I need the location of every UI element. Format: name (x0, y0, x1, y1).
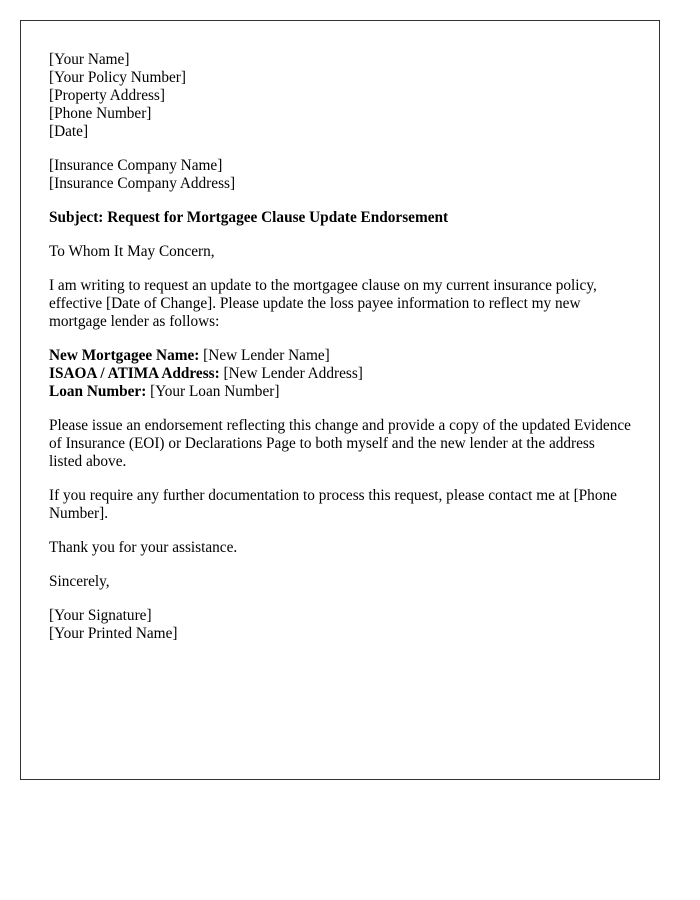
detail-value: [Your Loan Number] (146, 383, 280, 400)
valediction: Sincerely, (49, 573, 110, 590)
recipient-company-name: [Insurance Company Name] (49, 157, 223, 174)
request-paragraph: Please issue an endorsement reflecting this change and provide a copy of the updated Evidence of Insurance (EOI) or Declarations Page to both myself and the new lender at the address listed above. (49, 417, 631, 470)
thanks-paragraph: Thank you for your assistance. (49, 539, 238, 556)
detail-value: [New Lender Name] (199, 347, 330, 364)
letter-page (20, 20, 660, 780)
detail-label: Loan Number: (49, 383, 147, 400)
printed-name-line: [Your Printed Name] (49, 625, 178, 642)
contact-paragraph: If you require any further documentation to process this request, please contact me at [Phone Number]. (49, 487, 617, 522)
sender-name: [Your Name] (49, 51, 130, 68)
detail-loan-number (49, 383, 631, 401)
sender-phone: [Phone Number] (49, 105, 152, 122)
subject-line: Subject: Request for Mortgagee Clause Update Endorsement (49, 209, 449, 226)
detail-mortgagee-name (49, 347, 631, 365)
recipient-block (49, 157, 631, 193)
intro-paragraph: I am writing to request an update to the mortgagee clause on my current insurance policy, effective [Date of Change]. Please update the loss payee information to reflect my new mortgage lender as follows: (49, 277, 597, 330)
sender-property-address: [Property Address] (49, 87, 165, 104)
detail-label: ISAOA / ATIMA Address: (49, 365, 220, 382)
detail-label: New Mortgagee Name: (49, 347, 200, 364)
lender-details (49, 347, 631, 401)
recipient-company-address: [Insurance Company Address] (49, 175, 236, 192)
signature-block (49, 607, 631, 643)
detail-value: [New Lender Address] (219, 365, 363, 382)
sender-date: [Date] (49, 123, 89, 140)
signature-line: [Your Signature] (49, 607, 152, 624)
salutation: To Whom It May Concern, (49, 243, 215, 260)
sender-policy-number: [Your Policy Number] (49, 69, 186, 86)
sender-block (49, 51, 631, 141)
detail-isaoa-address (49, 365, 631, 383)
